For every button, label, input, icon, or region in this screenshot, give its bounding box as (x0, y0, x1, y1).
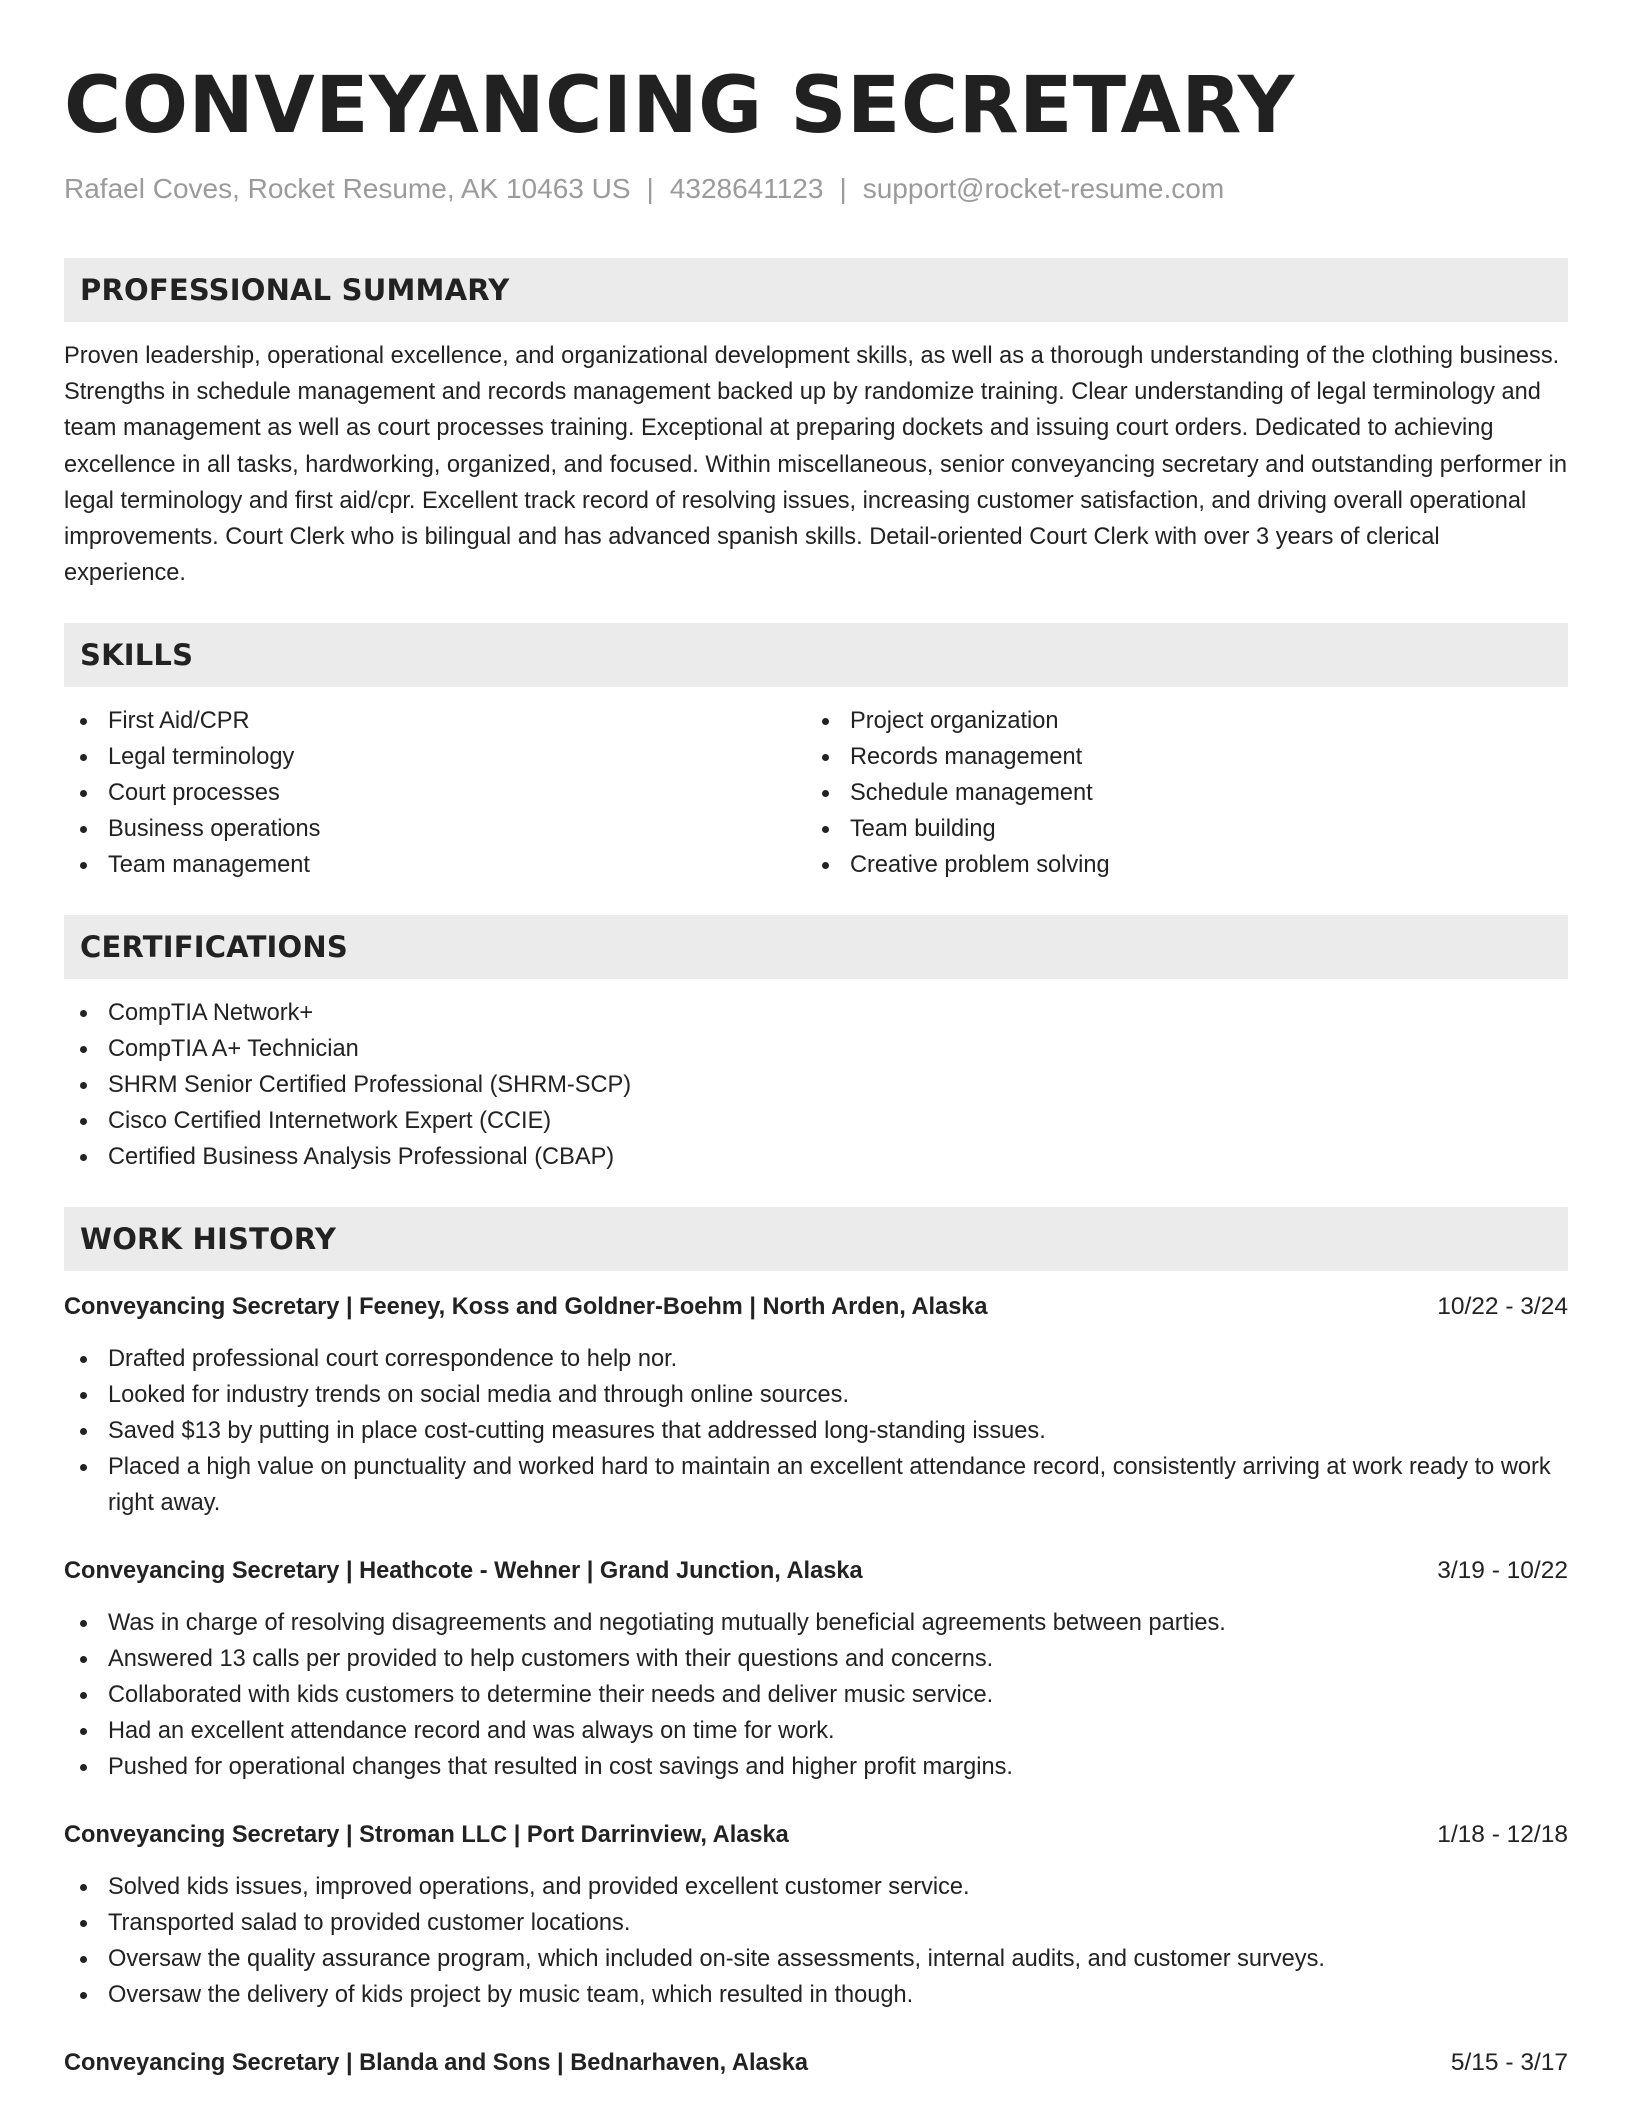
section-header-summary: PROFESSIONAL SUMMARY (64, 258, 1568, 322)
contact-separator: | (839, 173, 847, 204)
contact-separator: | (646, 173, 654, 204)
job-bullets (64, 1605, 1568, 1785)
job-header (64, 1817, 1568, 1853)
job-bullet: Looked for industry trends on social media and through online sources. (64, 1377, 1568, 1413)
skill-item: Legal terminology (64, 739, 806, 775)
job-entry (64, 2045, 1568, 2081)
job-bullet: Collaborated with kids customers to determine their needs and deliver music service. (64, 1677, 1568, 1713)
summary-text: Proven leadership, operational excellence, and organizational development skills, as well as a thorough understanding of the clothing business. Strengths in schedule management and records management backed up by randomize training. Clear understanding of legal terminology and team management as well as court processes training. Exceptional at preparing dockets and issuing court orders. Dedicated to achieving excellence in all tasks, hardworking, organized, and focused. Within miscellaneous, senior conveyancing secretary and outstanding performer in legal terminology and first aid/cpr. Excellent track record of resolving issues, increasing customer satisfaction, and driving overall operational improvements. Court Clerk who is bilingual and has advanced spanish skills. Detail-oriented Court Clerk with over 3 years of clerical experience. (64, 343, 1567, 587)
certification-item: Cisco Certified Internetwork Expert (CCIE) (64, 1103, 1568, 1139)
skill-item: Court processes (64, 775, 806, 811)
contact-phone: 4328641123 (669, 173, 824, 204)
job-bullet: Had an excellent attendance record and was always on time for work. (64, 1713, 1568, 1749)
job-dates: 3/19 - 10/22 (1437, 1557, 1568, 1585)
job-header (64, 1553, 1568, 1589)
certification-item: CompTIA A+ Technician (64, 1031, 1568, 1067)
job-bullet: Answered 13 calls per provided to help customers with their questions and concerns. (64, 1641, 1568, 1677)
skill-item: Creative problem solving (806, 847, 1548, 883)
skill-item: Schedule management (806, 775, 1548, 811)
job-title: Conveyancing Secretary | Blanda and Sons | Bednarhaven, Alaska (64, 2050, 808, 2077)
job-dates: 10/22 - 3/24 (1437, 1293, 1568, 1321)
skill-item: First Aid/CPR (64, 703, 806, 739)
certification-item: CompTIA Network+ (64, 995, 1568, 1031)
job-title: Conveyancing Secretary | Stroman LLC | Port Darrinview, Alaska (64, 1822, 789, 1849)
job-bullet: Solved kids issues, improved operations, and provided excellent customer service. (64, 1869, 1568, 1905)
section-header-work-history: WORK HISTORY (64, 1207, 1568, 1271)
certifications-list (64, 995, 1568, 1175)
section-header-skills: SKILLS (64, 623, 1568, 687)
job-bullet: Oversaw the delivery of kids project by music team, which resulted in though. (64, 1977, 1568, 2013)
resume-title: CONVEYANCING SECRETARY (64, 61, 1295, 151)
job-entry (64, 1289, 1568, 1521)
job-header (64, 2045, 1568, 2081)
skill-item: Team management (64, 847, 806, 883)
skill-item: Records management (806, 739, 1548, 775)
job-bullet: Transported salad to provided customer locations. (64, 1905, 1568, 1941)
skills-list-left (64, 703, 806, 883)
contact-email: support@rocket-resume.com (862, 173, 1225, 204)
job-entry (64, 1553, 1568, 1785)
job-entry (64, 1817, 1568, 2013)
skill-item: Business operations (64, 811, 806, 847)
job-dates: 5/15 - 3/17 (1450, 2049, 1568, 2077)
skills-columns (64, 703, 1568, 883)
certification-item: SHRM Senior Certified Professional (SHRM-SCP) (64, 1067, 1568, 1103)
job-bullet: Drafted professional court correspondence to help nor. (64, 1341, 1568, 1377)
job-dates: 1/18 - 12/18 (1437, 1821, 1568, 1849)
job-title: Conveyancing Secretary | Heathcote - Wehner | Grand Junction, Alaska (64, 1558, 863, 1585)
skills-list-right (806, 703, 1548, 883)
job-bullets (64, 1341, 1568, 1521)
contact-address: Rafael Coves, Rocket Resume, AK 10463 US (64, 173, 631, 204)
certification-item: Certified Business Analysis Professional (CBAP) (64, 1139, 1568, 1175)
job-bullet: Oversaw the quality assurance program, which included on-site assessments, internal audits, and customer surveys. (64, 1941, 1568, 1977)
job-bullets (64, 1869, 1568, 2013)
job-title: Conveyancing Secretary | Feeney, Koss and Goldner-Boehm | North Arden, Alaska (64, 1294, 988, 1321)
resume-page (64, 0, 1568, 2081)
job-bullet: Was in charge of resolving disagreements and negotiating mutually beneficial agreements between parties. (64, 1605, 1568, 1641)
contact-line (64, 172, 1568, 206)
job-bullet: Pushed for operational changes that resulted in cost savings and higher profit margins. (64, 1749, 1568, 1785)
skill-item: Project organization (806, 703, 1548, 739)
job-bullet: Saved $13 by putting in place cost-cutting measures that addressed long-standing issues. (64, 1413, 1568, 1449)
job-header (64, 1289, 1568, 1325)
skill-item: Team building (806, 811, 1548, 847)
job-bullet: Placed a high value on punctuality and worked hard to maintain an excellent attendance record, consistently arriving at work ready to work right away. (64, 1449, 1568, 1521)
section-header-certifications: CERTIFICATIONS (64, 915, 1568, 979)
